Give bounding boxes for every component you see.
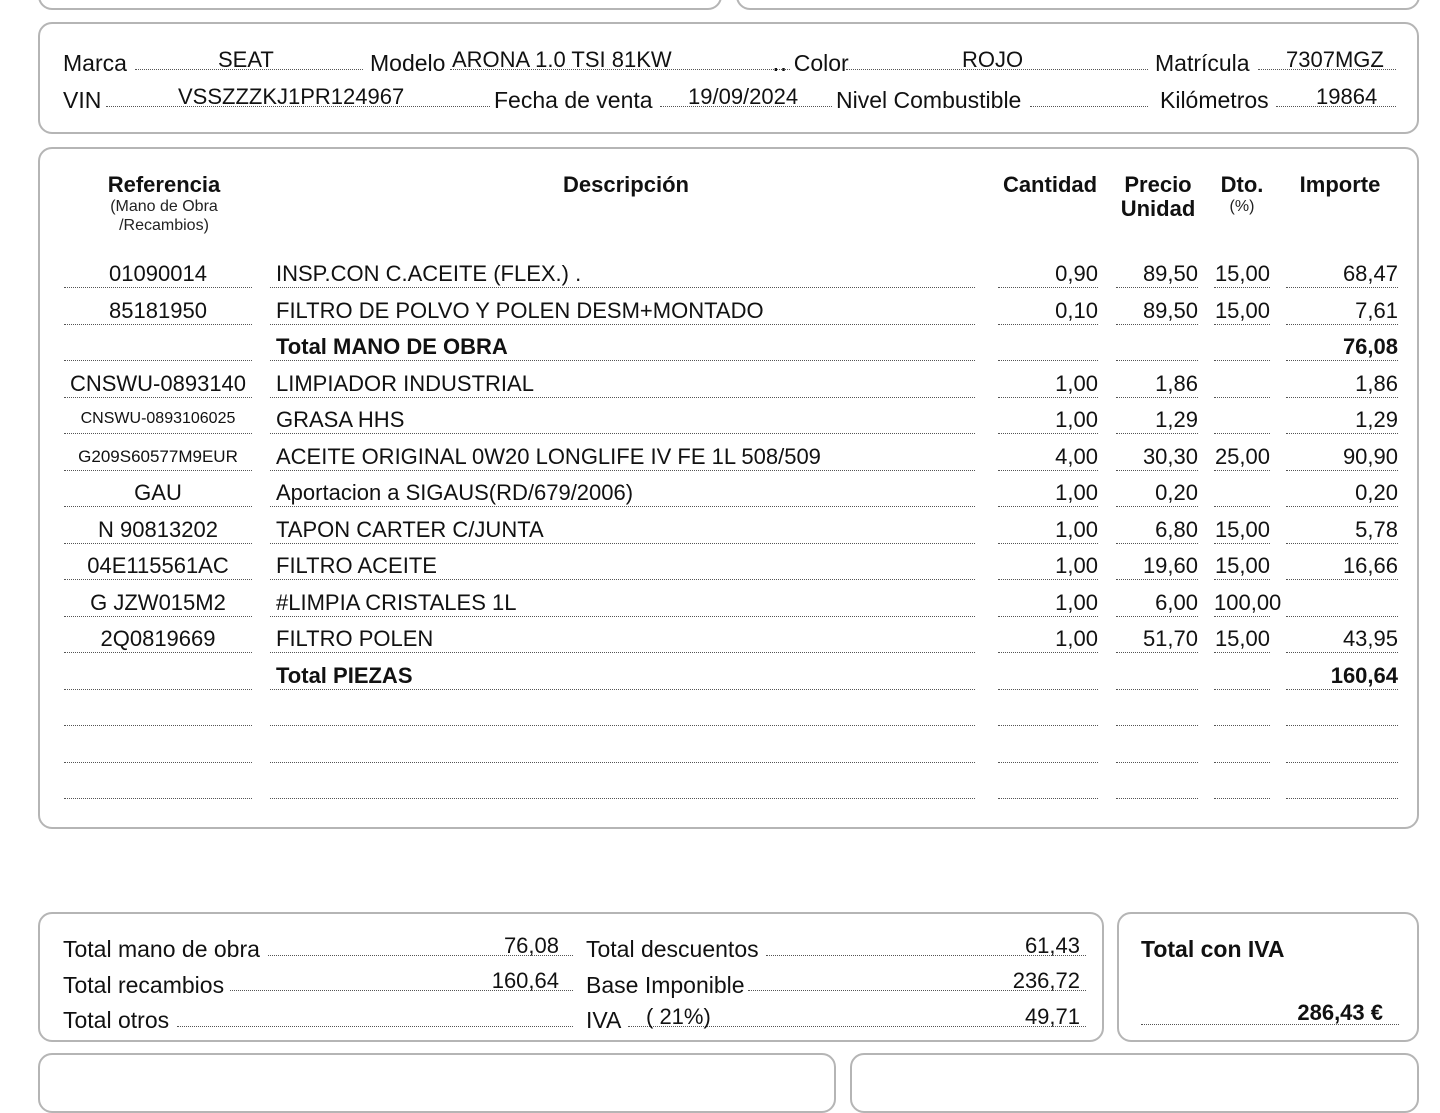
bottom-box-right — [850, 1053, 1419, 1113]
cell-imp: 0,20 — [1355, 480, 1398, 505]
cell-price: 89,50 — [1142, 297, 1198, 323]
cell-imp: 43,95 — [1342, 626, 1398, 651]
iva-label: IVA — [586, 1007, 622, 1033]
km-value: 19864 — [1316, 84, 1378, 109]
total-mano-obra-label: Total mano de obra — [63, 936, 260, 962]
total-recambios-value: 160,64 — [491, 968, 559, 993]
cell-imp: 76,08 — [1342, 334, 1398, 359]
iva-value: 49,71 — [1024, 1004, 1080, 1029]
items-table-box — [38, 147, 1419, 829]
cell-ref: CNSWU-0893106025 — [80, 410, 236, 427]
marca-label: Marca — [63, 50, 127, 76]
cell-desc: ACEITE ORIGINAL 0W20 LONGLIFE IV FE 1L 508/509 — [276, 443, 821, 469]
cell-dto: 25,00 — [1214, 443, 1270, 469]
total-mano-obra-value: 76,08 — [503, 933, 559, 958]
cell-desc: FILTRO DE POLVO Y POLEN DESM+MONTADO — [276, 297, 764, 323]
cell-ref: 85181950 — [109, 297, 207, 323]
total-iva-label: Total con IVA — [1141, 936, 1285, 962]
color-label: ‥ Color — [772, 50, 849, 76]
combustible-label: Nivel Combustible — [836, 87, 1022, 113]
total-iva-box — [1117, 912, 1419, 1042]
header-cantidad: Cantidad — [1002, 172, 1098, 197]
modelo-value: ARONA 1.0 TSI 81KW — [452, 47, 672, 72]
header-dto: Dto. (%) — [1220, 172, 1264, 215]
header-precio: Precio Unidad — [1120, 172, 1196, 221]
iva-pct: ( 21%) — [646, 1004, 711, 1029]
total-otros-label: Total otros — [63, 1007, 170, 1033]
cell-ref: GAU — [134, 480, 182, 505]
cell-ref: 2Q0819669 — [100, 626, 216, 651]
cell-desc: INSP.CON C.ACEITE (FLEX.) . — [276, 261, 582, 286]
cell-qty: 0,10 — [1055, 297, 1098, 323]
cell-dto: 15,00 — [1214, 516, 1270, 542]
top-box-left — [38, 0, 722, 10]
cell-imp: 16,66 — [1342, 553, 1398, 578]
cell-price: 89,50 — [1142, 261, 1198, 286]
cell-desc: FILTRO POLEN — [276, 626, 434, 651]
vehicle-info-box — [38, 22, 1419, 134]
base-imponible-label: Base Imponible — [586, 972, 745, 998]
cell-qty: 1,00 — [1055, 516, 1098, 542]
cell-dto: 15,00 — [1214, 626, 1270, 651]
total-iva-value: 286,43 € — [1297, 1000, 1383, 1025]
cell-dto: 15,00 — [1214, 261, 1270, 286]
vin-value: VSSZZZKJ1PR124967 — [178, 84, 405, 109]
cell-imp: 68,47 — [1342, 261, 1398, 286]
cell-desc: LIMPIADOR INDUSTRIAL — [276, 370, 534, 396]
cell-price: 6,00 — [1155, 589, 1198, 615]
total-descuentos-value: 61,43 — [1024, 933, 1080, 958]
cell-ref: 01090014 — [109, 261, 207, 286]
cell-desc: FILTRO ACEITE — [276, 553, 437, 578]
cell-ref: G209S60577M9EUR — [78, 446, 238, 466]
total-descuentos-label: Total descuentos — [586, 936, 759, 962]
vin-label: VIN — [63, 87, 102, 113]
cell-ref: N 90813202 — [98, 516, 218, 542]
fecha-label: Fecha de venta — [494, 87, 653, 113]
modelo-label: Modelo — [370, 50, 446, 76]
total-recambios-label: Total recambios — [63, 972, 225, 998]
marca-value: SEAT — [218, 47, 274, 72]
cell-qty: 4,00 — [1055, 443, 1098, 469]
matricula-value: 7307MGZ — [1286, 47, 1384, 72]
cell-imp: 90,90 — [1342, 443, 1398, 469]
cell-dto: 15,00 — [1214, 553, 1270, 578]
cell-price: 6,80 — [1155, 516, 1198, 542]
totals-box — [38, 912, 1104, 1042]
cell-qty: 1,00 — [1055, 480, 1098, 505]
cell-qty: 0,90 — [1055, 261, 1098, 286]
cell-price: 0,20 — [1155, 480, 1198, 505]
cell-desc: #LIMPIA CRISTALES 1L — [276, 589, 517, 615]
cell-qty: 1,00 — [1055, 370, 1098, 396]
cell-price: 30,30 — [1142, 443, 1198, 469]
cell-imp: 160,64 — [1330, 662, 1398, 688]
matricula-label: Matrícula — [1155, 50, 1250, 76]
cell-dto: 15,00 — [1214, 297, 1270, 323]
cell-desc: GRASA HHS — [276, 407, 405, 432]
cell-price: 51,70 — [1142, 626, 1198, 651]
cell-ref: CNSWU-0893140 — [69, 370, 247, 396]
bottom-box-left — [38, 1053, 836, 1113]
cell-imp: 5,78 — [1355, 516, 1398, 542]
cell-desc: Aportacion a SIGAUS(RD/679/2006) — [276, 480, 634, 505]
cell-qty: 1,00 — [1055, 407, 1098, 432]
cell-ref: 04E115561AC — [87, 553, 229, 578]
cell-price: 1,29 — [1155, 407, 1198, 432]
cell-price: 19,60 — [1142, 553, 1198, 578]
header-referencia: Referencia (Mano de Obra /Recambios) — [107, 172, 221, 234]
km-label: Kilómetros — [1160, 87, 1269, 113]
color-value: ROJO — [962, 47, 1024, 72]
cell-dto: 100,00 — [1214, 589, 1282, 615]
cell-price: 1,86 — [1155, 370, 1198, 396]
cell-ref: G JZW015M2 — [90, 589, 226, 615]
cell-qty: 1,00 — [1055, 589, 1098, 615]
header-descripcion: Descripción — [563, 172, 689, 197]
top-box-right — [736, 0, 1420, 10]
base-imponible-value: 236,72 — [1012, 968, 1080, 993]
cell-qty: 1,00 — [1055, 553, 1098, 578]
fecha-value: 19/09/2024 — [688, 84, 799, 109]
cell-imp: 7,61 — [1355, 297, 1398, 323]
cell-imp: 1,86 — [1355, 370, 1398, 396]
cell-desc: Total MANO DE OBRA — [276, 334, 508, 359]
cell-desc: Total PIEZAS — [276, 662, 413, 688]
header-importe: Importe — [1299, 172, 1381, 197]
cell-qty: 1,00 — [1055, 626, 1098, 651]
cell-imp: 1,29 — [1355, 407, 1398, 432]
cell-desc: TAPON CARTER C/JUNTA — [276, 516, 544, 542]
